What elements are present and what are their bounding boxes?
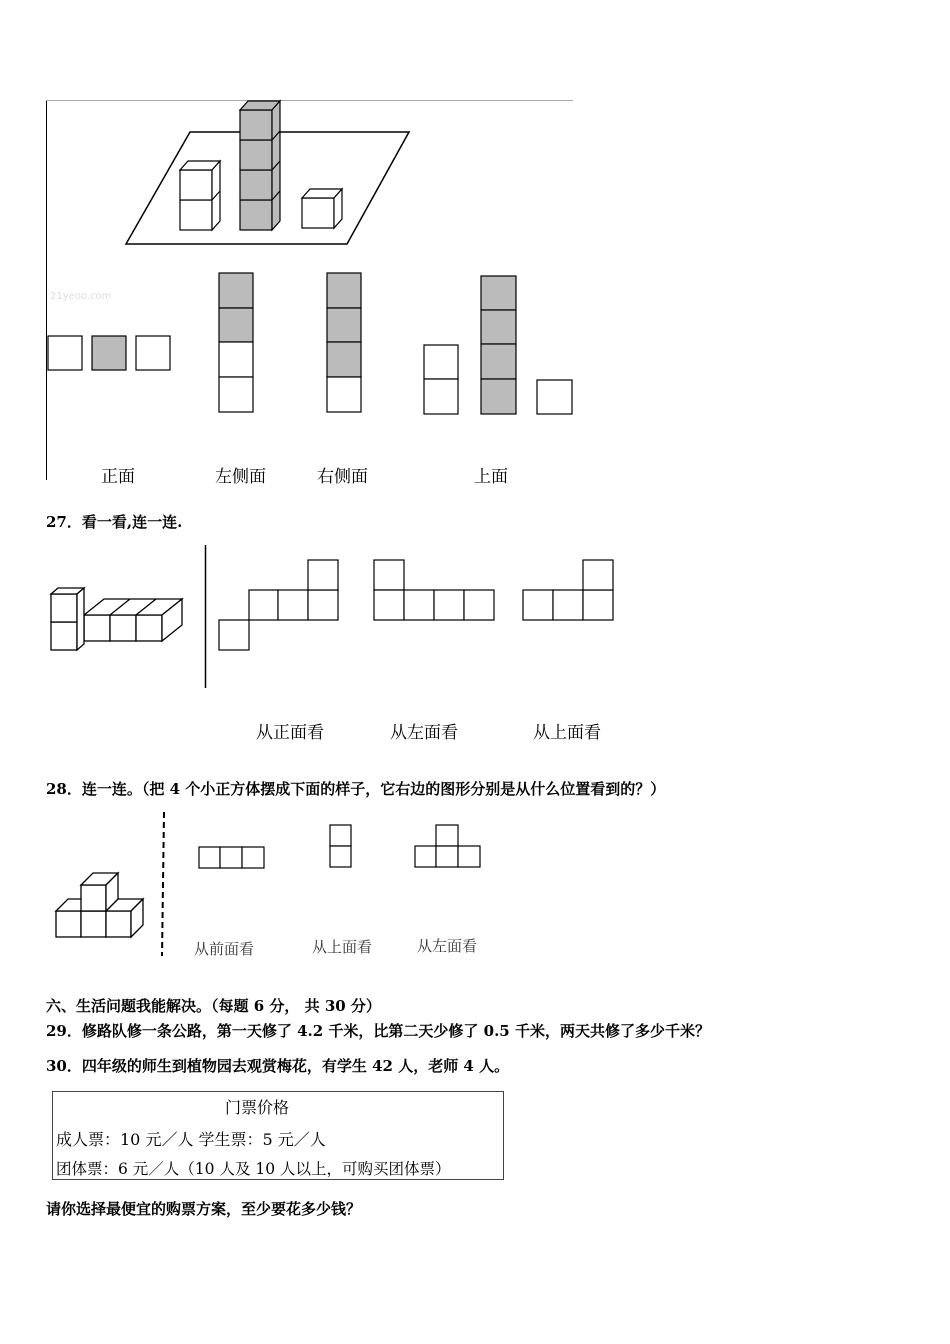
ticket-price-table <box>52 1091 504 1180</box>
q27-label-top: 从上面看 <box>533 723 601 743</box>
view-left-side <box>219 273 253 412</box>
q28-view-2 <box>330 825 351 867</box>
label-front: 正面 <box>101 467 135 487</box>
cube-stack-left <box>180 161 220 230</box>
q27-view-3 <box>523 560 613 620</box>
q27-label-left: 从左面看 <box>390 723 458 743</box>
view-right-side <box>327 273 361 412</box>
ticket-row-1: 成人票：10 元／人 学生票：5 元／人 <box>56 1130 326 1149</box>
label-top: 上面 <box>474 467 508 487</box>
q28-label-top: 从上面看 <box>312 938 373 956</box>
q30-text: 30．四年级的师生到植物园去观赏梅花，有学生 42 人，老师 4 人。 <box>46 1057 510 1075</box>
cube-single-right <box>302 189 342 228</box>
section6-title: 六、生活问题我能解决。（每题 6 分， 共 30 分） <box>46 997 381 1015</box>
label-left-side: 左侧面 <box>215 467 266 487</box>
q28-label-front: 从前面看 <box>194 940 255 958</box>
q28-view-1 <box>199 847 264 868</box>
ticket-header: 门票价格 <box>225 1098 290 1117</box>
q28-view-3 <box>415 825 480 867</box>
watermark: 21yeoo.com <box>50 291 112 302</box>
q27-view-1 <box>219 560 338 650</box>
q30-question: 请你选择最便宜的购票方案，至少要花多少钱？ <box>46 1200 362 1218</box>
label-right-side: 右侧面 <box>317 467 368 487</box>
q27-label-front: 从正面看 <box>256 723 324 743</box>
q28-label-left: 从左面看 <box>417 937 478 955</box>
q28-title: 28．连一连。（把 4 个小正方体摆成下面的样子，它右边的图形分别是从什么位置看到的？） <box>46 780 666 798</box>
figure-cubes-views <box>0 0 950 500</box>
q27-title: 27．看一看,连一连. <box>46 513 183 531</box>
view-front <box>48 336 170 370</box>
ticket-row-2: 团体票：6 元／人（10 人及 10 人以上，可购买团体票） <box>56 1160 451 1178</box>
q27-view-2 <box>374 560 494 620</box>
view-top <box>424 276 572 414</box>
cube-stack-middle <box>240 101 280 230</box>
q29-text: 29．修路队修一条公路，第一天修了 4.2 千米，比第二天少修了 0.5 千米，两天共修了多少千米？ <box>46 1022 710 1040</box>
q27-figure <box>0 540 950 740</box>
